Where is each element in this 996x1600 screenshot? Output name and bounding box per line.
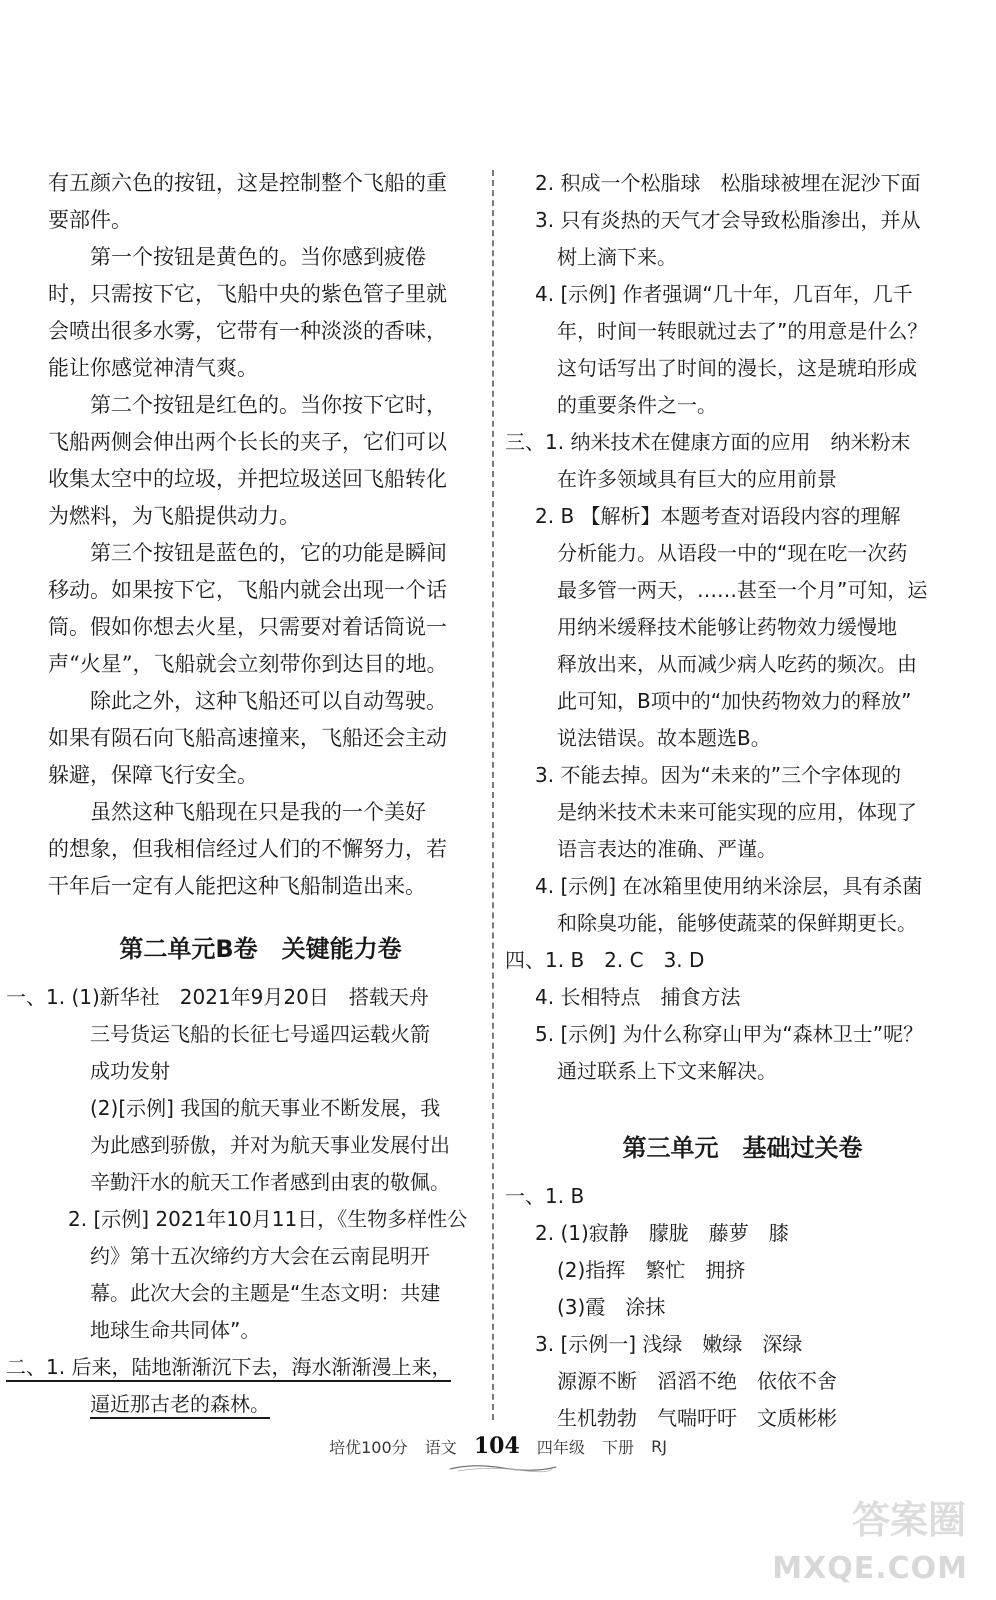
answer-line: 2. 积成一个松脂球 松脂球被埋在泥沙下面 <box>535 171 921 195</box>
answer-line: 2. B 【解析】本题考查对语段内容的理解 <box>535 504 901 528</box>
right-column <box>505 165 970 1437</box>
section-title-unit3: 第三单元 基础过关卷 <box>622 1134 863 1162</box>
answer-line <box>6 1349 473 1386</box>
answer-line: 用纳米缓释技术能够让药物效力缓慢地 <box>557 615 897 639</box>
answer-line: 2. [示例] 2021年10月11日，《生物多样性公 <box>68 1207 468 1231</box>
section-title-unit2b: 第二单元B卷 关键能力卷 <box>119 935 402 963</box>
underlined-answer: 二、1. 后来，陆地渐渐沉下去，海水渐渐漫上来， <box>6 1355 451 1382</box>
answer-line: 3. [示例一] 浅绿 嫩绿 深绿 <box>535 1332 803 1356</box>
essay-line: 干年后一定有人能把这种飞船制造出来。 <box>48 874 426 898</box>
essay-line: 为燃料，为飞船提供动力。 <box>48 504 300 528</box>
answer-line: 为此感到骄傲，并对为航天事业发展付出 <box>90 1133 450 1157</box>
essay-line: 要部件。 <box>48 208 132 232</box>
answer-line: 2. (1)寂静 朦胧 藤萝 膝 <box>535 1221 789 1245</box>
footer-volume: 下册 <box>601 1437 634 1457</box>
answer-line: 幕。此次大会的主题是“生态文明：共建 <box>90 1281 441 1305</box>
answer-line: 最多管一两天，……甚至一个月”可知，运 <box>557 578 928 602</box>
answer-line: 3. 只有炎热的天气才会导致松脂渗出，并从 <box>535 208 921 232</box>
answer-line: 和除臭功能，能够使蔬菜的保鲜期更长。 <box>557 911 917 935</box>
essay-line: 声“火星”，飞船就会立刻带你到达目的地。 <box>48 652 448 676</box>
answer-line: (2)[示例] 我国的航天事业不断发展，我 <box>90 1096 441 1120</box>
answer-line: 语言表达的准确、严谨。 <box>557 837 777 861</box>
essay-line: 收集太空中的垃圾，并把垃圾送回飞船转化 <box>48 467 447 491</box>
essay-line: 虽然这种飞船现在只是我的一个美好 <box>90 800 426 824</box>
page-number: 104 <box>473 1433 520 1459</box>
answer-line: 约》第十五次缔约方大会在云南昆明开 <box>90 1244 430 1268</box>
underlined-answer: 逼近那古老的森林。 <box>90 1392 270 1419</box>
answer-line: 5. [示例] 为什么称穿山甲为“森林卫士”呢？ <box>535 1022 924 1046</box>
answer-line: 这句话写出了时间的漫长，这是琥珀形成 <box>557 356 917 380</box>
answer-line: 的重要条件之一。 <box>557 393 717 417</box>
answer-line: (3)霞 涂抹 <box>557 1295 666 1319</box>
answer-line: 生机勃勃 气喘吁吁 文质彬彬 <box>557 1406 837 1430</box>
answer-line: 成功发射 <box>90 1059 170 1083</box>
essay-line: 时，只需按下它，飞船中央的紫色管子里就 <box>48 282 447 306</box>
answer-line: 年，时间一转眼就过去了”的用意是什么？ <box>557 319 928 343</box>
answer-line: 一、1. (1)新华社 2021年9月20日 搭载天舟 <box>6 985 429 1009</box>
watermark-url: MXQE.COM <box>772 1551 968 1586</box>
page-footer <box>0 1433 996 1459</box>
answer-line: 此可知，B项中的“加快药物效力的释放” <box>557 689 912 713</box>
answer-line: 三号货运飞船的长征七号遥四运载火箭 <box>90 1022 430 1046</box>
answer-line: 在许多领域具有巨大的应用前景 <box>557 467 837 491</box>
answer-line: 三、1. 纳米技术在健康方面的应用 纳米粉末 <box>505 430 911 454</box>
essay-line: 移动。如果按下它，飞船内就会出现一个话 <box>48 578 447 602</box>
essay-line: 如果有陨石向飞船高速撞来，飞船还会主动 <box>48 726 447 750</box>
footer-subject: 语文 <box>424 1437 457 1457</box>
answer-line: 一、1. B <box>505 1184 585 1208</box>
essay-line: 的想象，但我相信经过人们的不懈努力，若 <box>48 837 447 861</box>
answer-line: 4. [示例] 作者强调“几十年，几百年，几千 <box>535 282 913 306</box>
answer-line: 释放出来，从而减少病人吃药的频次。由 <box>557 652 917 676</box>
essay-line: 第一个按钮是黄色的。当你感到疲倦 <box>90 245 426 269</box>
footer-edition: RJ <box>651 1436 667 1456</box>
essay-line: 第三个按钮是蓝色的，它的功能是瞬间 <box>90 541 447 565</box>
essay-line: 躲避，保障飞行安全。 <box>48 763 258 787</box>
footer-grade: 四年级 <box>536 1437 585 1457</box>
essay-line: 飞船两侧会伸出两个长长的夹子，它们可以 <box>48 430 447 454</box>
answer-line: (2)指挥 繁忙 拥挤 <box>557 1258 746 1282</box>
answer-line: 源源不断 滔滔不绝 依依不舍 <box>557 1369 837 1393</box>
footer-ornament-icon <box>448 1463 558 1473</box>
essay-line: 能让你感觉神清气爽。 <box>48 356 258 380</box>
answer-line: 分析能力。从语段一中的“现在吃一次药 <box>557 541 908 565</box>
essay-line: 会喷出很多水雾，它带有一种淡淡的香味， <box>48 319 447 343</box>
answer-line: 3. 不能去掉。因为“未来的”三个字体现的 <box>535 763 902 787</box>
answer-line: 四、1. B 2. C 3. D <box>505 948 705 972</box>
essay-line: 除此之外，这种飞船还可以自动驾驶。 <box>90 689 447 713</box>
answer-line: 辛勤汗水的航天工作者感到由衷的敬佩。 <box>90 1170 450 1194</box>
answer-line: 4. [示例] 在冰箱里使用纳米涂层，具有杀菌 <box>535 874 923 898</box>
answer-line <box>48 1386 473 1423</box>
essay-line: 第二个按钮是红色的。当你按下它时， <box>90 393 447 417</box>
answer-line: 是纳米技术未来可能实现的应用，体现了 <box>557 800 917 824</box>
essay-line: 筒。假如你想去火星，只需要对着话筒说一 <box>48 615 447 639</box>
answer-line: 通过联系上下文来解决。 <box>557 1059 777 1083</box>
footer-book: 培优100分 <box>329 1437 408 1457</box>
column-divider <box>492 170 494 1420</box>
answer-line: 4. 长相特点 捕食方法 <box>535 985 741 1009</box>
left-column <box>6 165 473 1423</box>
essay-line: 有五颜六色的按钮，这是控制整个飞船的重 <box>48 171 447 195</box>
answer-line: 说法错误。故本题选B。 <box>557 726 771 750</box>
answer-line: 地球生命共同体”。 <box>90 1318 261 1342</box>
watermark-logo: 答案圈 <box>851 1498 966 1542</box>
answer-line: 树上滴下来。 <box>557 245 677 269</box>
